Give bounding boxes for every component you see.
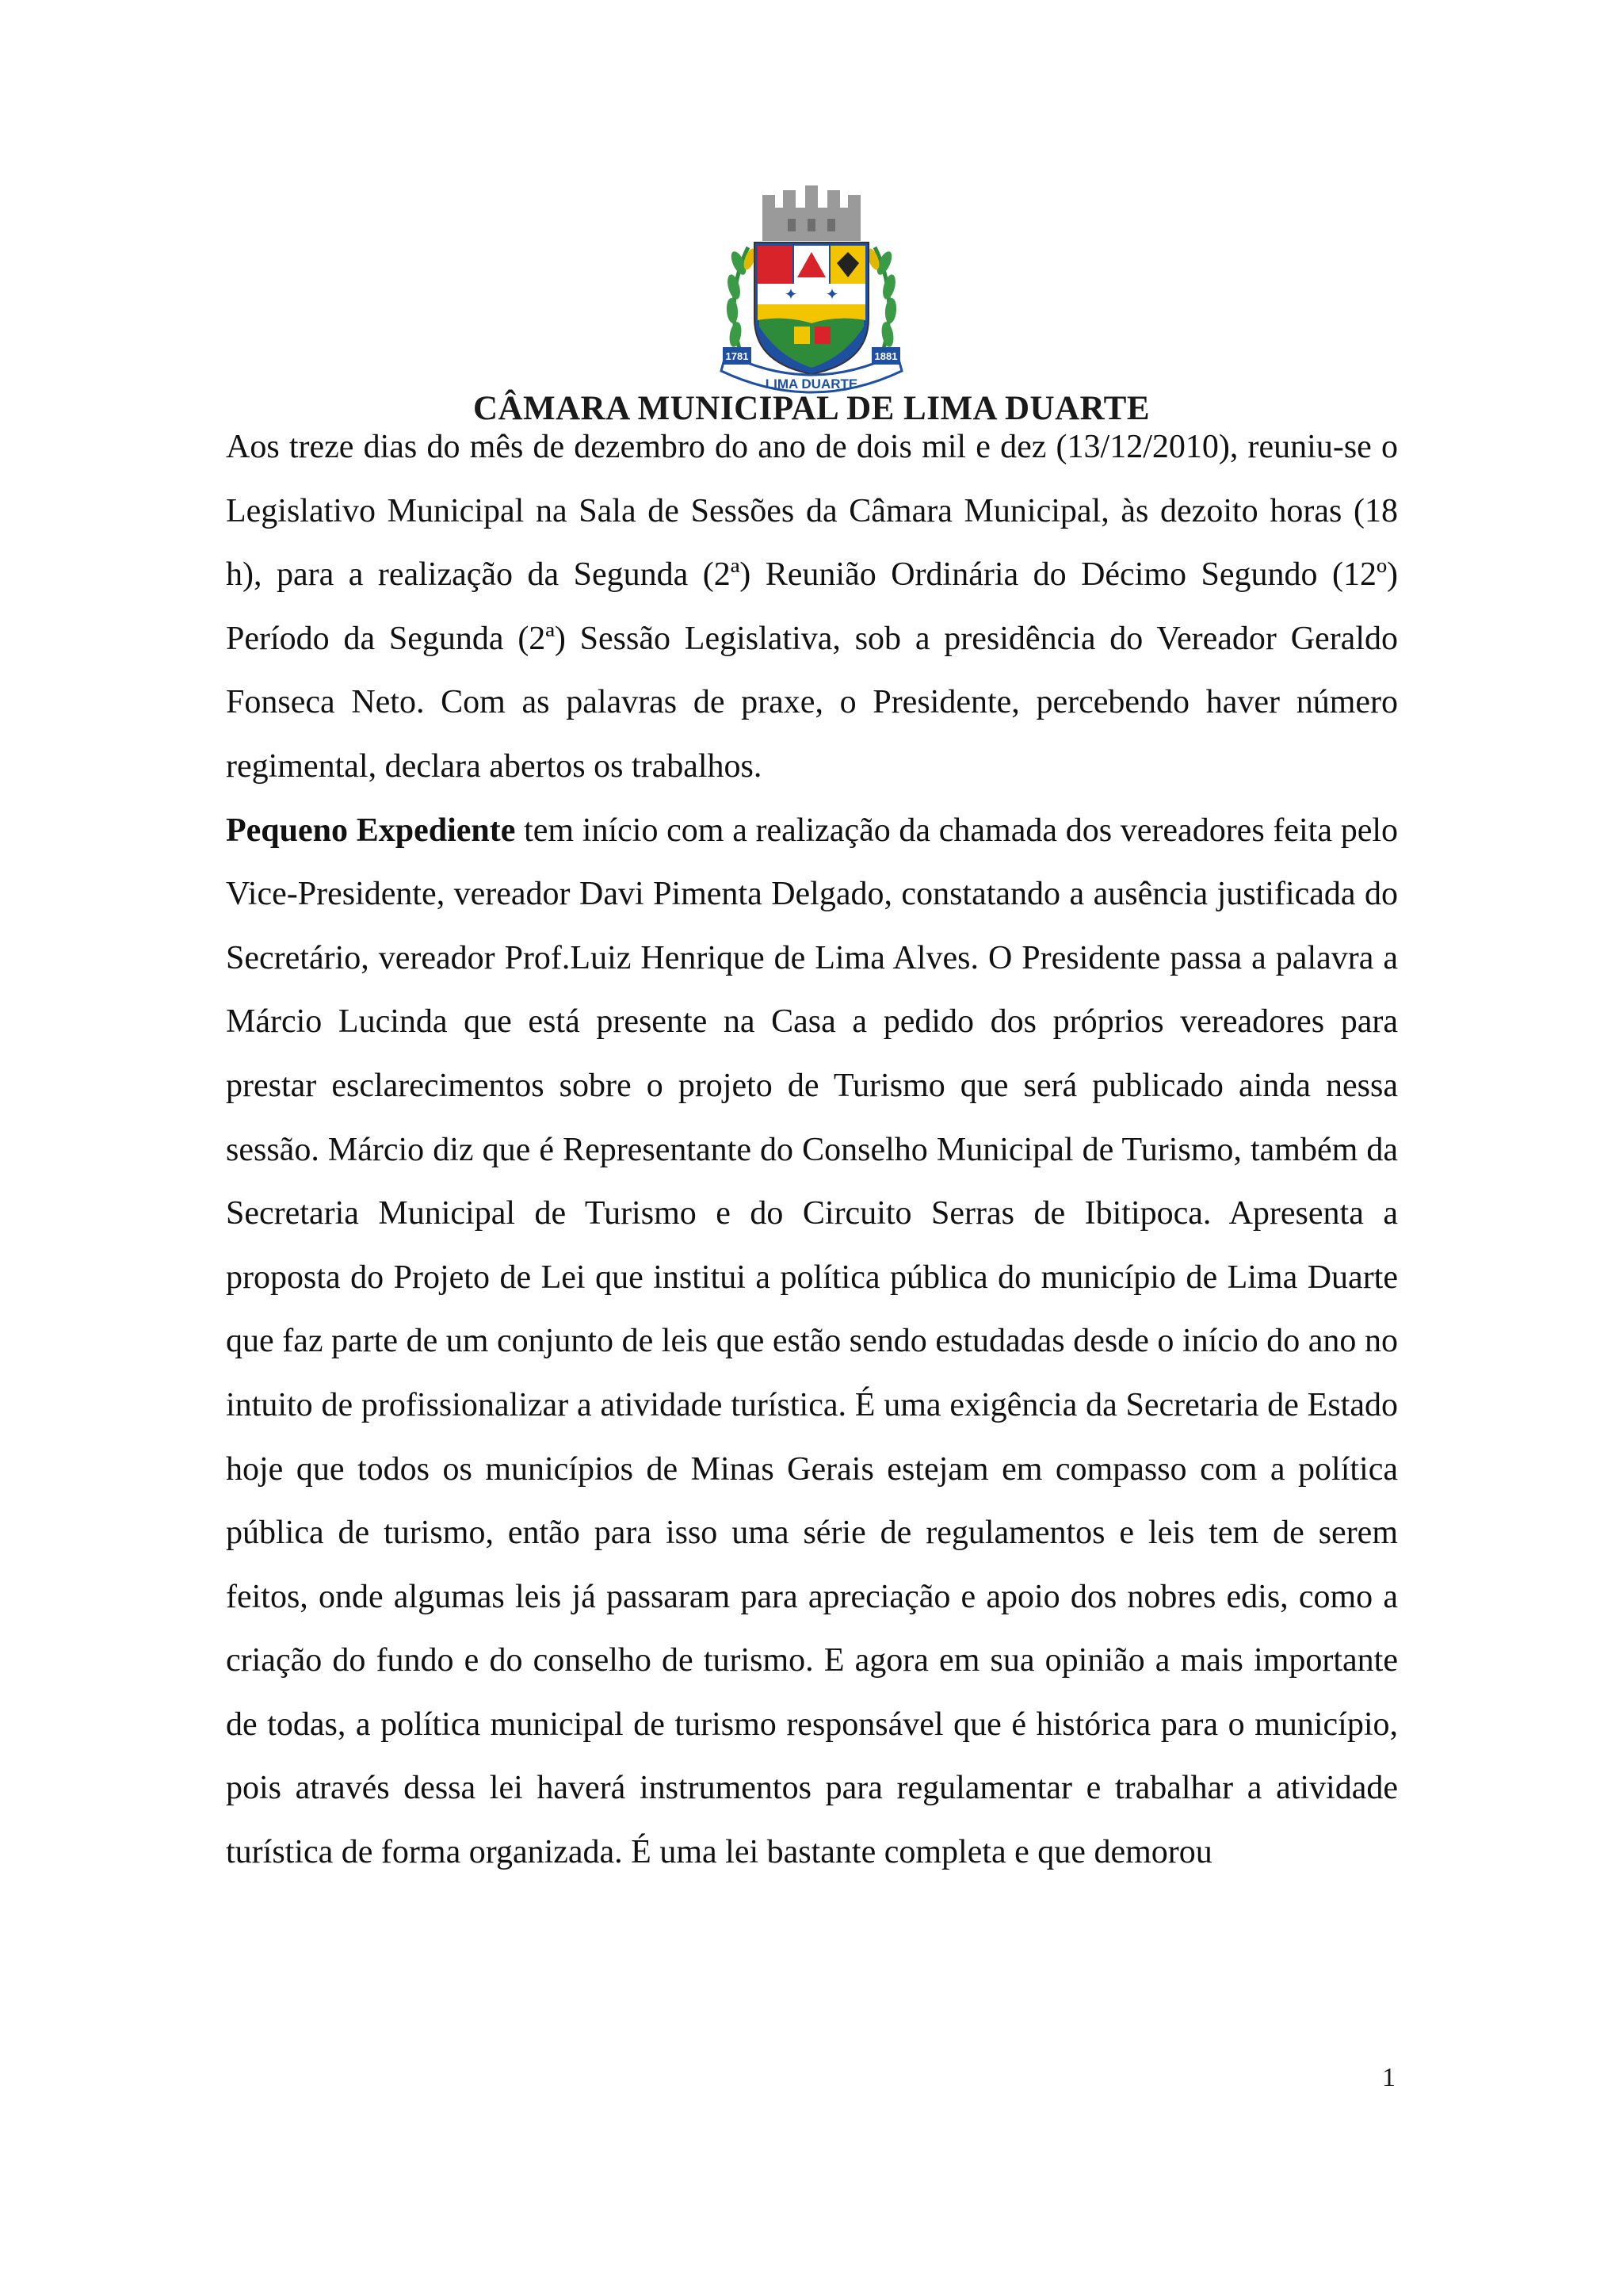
coat-of-arms-emblem xyxy=(718,184,905,407)
section-text: tem início com a realização da chamada dos vereadores feita pelo Vice-Presidente, vereador Davi Pimenta Delgado, constatando a ausência justificada do Secretário, vereador Prof.Luiz Henrique de Lima Alves. O Presidente passa a palavra a Márcio Lucinda que está presente na Casa a pedido dos próprios vereadores para prestar esclarecimentos sobre o projeto de Turismo que será publicado ainda nessa sessão. Márcio diz que é Representante do Conselho Municipal de Turismo, também da Secretaria Municipal de Turismo e do Circuito Serras de Ibitipoca. Apresenta a proposta do Projeto de Lei que institui a política pública do município de Lima Duarte que faz parte de um conjunto de leis que estão sendo estudadas desde o início do ano no intuito de profissionalizar a atividade turística. É uma exigência da Secretaria de Estado hoje que todos os municípios de Minas Gerais estejam em compasso com a política pública de turismo, então para isso uma série de regulamentos e leis tem de serem feitos, onde algumas leis já passaram para apreciação e apoio dos nobres edis, como a criação do fundo e do conselho de turismo. E agora em sua opinião a mais importante de todas, a política municipal de turismo responsável que é histórica para o município, pois através dessa lei haverá instrumentos para regulamentar e trabalhar a atividade turística de forma organizada. É uma lei bastante completa e que demorou xyxy=(226,812,1399,1871)
emblem-year-left: 1781 xyxy=(725,350,749,362)
chamber-title: CÂMARA MUNICIPAL DE LIMA DUARTE xyxy=(472,390,1151,427)
shield xyxy=(754,243,869,374)
svg-text:✦: ✦ xyxy=(784,286,798,304)
emblem-year-right: 1881 xyxy=(874,350,898,362)
left-branch xyxy=(725,247,758,357)
mural-crown xyxy=(762,185,861,241)
page-number: 1 xyxy=(1382,2063,1396,2092)
svg-text:✦: ✦ xyxy=(825,286,839,304)
minutes-intro: Aos treze dias do mês de dezembro do ano de dois mil e dez (13/12/2010), reuniu-se o Legislativo Municipal na Sala de Sessões da Câmara Municipal, às dezoito horas (18 h), para a realização da Segunda (2ª) Reunião Ordinária do Décimo Segundo (12º) Período da Segunda (2ª) Sessão Legislativa, sob a presidência do Vereador Geraldo Fonseca Neto. Com as palavras de praxe, o Presidente, percebendo haver número regimental, declara abertos os trabalhos. xyxy=(226,429,1398,785)
section-title: Pequeno Expediente xyxy=(226,812,516,849)
emblem-ribbon-text: LIMA DUARTE xyxy=(765,376,858,392)
minutes-body xyxy=(226,415,1398,1885)
right-branch xyxy=(865,247,898,357)
